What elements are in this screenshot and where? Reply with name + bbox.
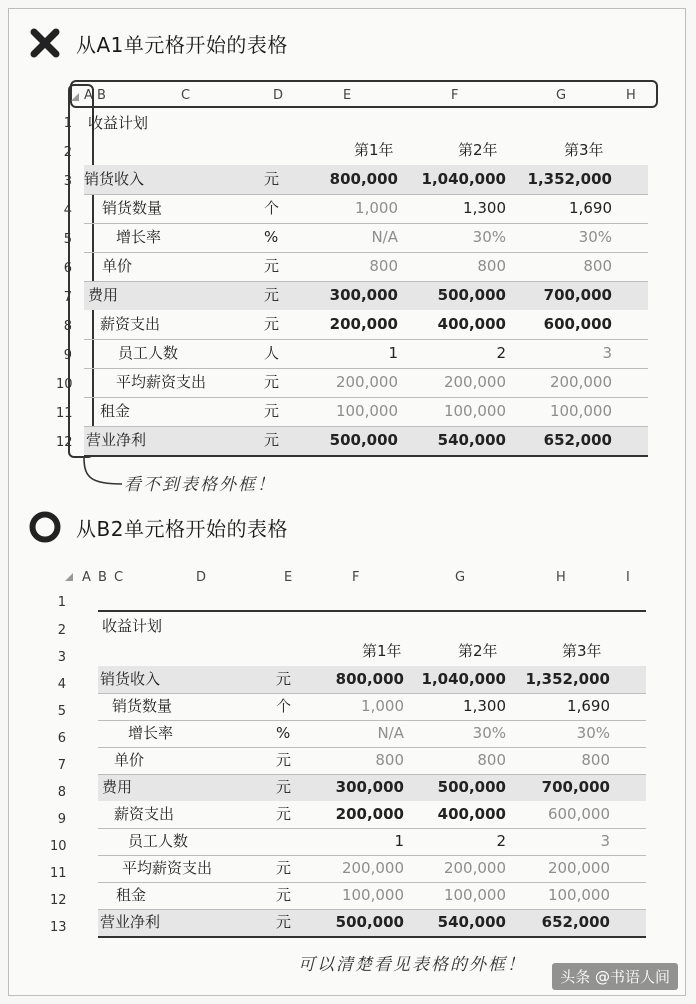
row-unit: 元	[264, 315, 280, 333]
row-number[interactable]: 2	[57, 623, 66, 638]
row-unit: 元	[264, 286, 280, 304]
year-header: 第1年	[354, 141, 394, 159]
cell: 652,000	[541, 913, 610, 931]
cell: 30%	[578, 228, 612, 246]
cell: 500,000	[329, 431, 398, 449]
cell: 100,000	[443, 402, 506, 420]
year-header: 第3年	[564, 141, 604, 159]
cell: 400,000	[437, 805, 506, 823]
table-title-row	[84, 109, 654, 138]
row-unit: 元	[276, 859, 292, 877]
row-number[interactable]: 1	[63, 116, 72, 131]
circle-icon	[28, 510, 62, 544]
row-number[interactable]: 3	[57, 650, 66, 665]
row-label: 租金	[116, 886, 147, 904]
cell: 800	[477, 257, 506, 275]
col-header[interactable]: G	[556, 88, 567, 103]
table-row	[84, 165, 648, 194]
cell: 200,000	[549, 373, 612, 391]
year-header: 第2年	[458, 642, 498, 660]
col-header[interactable]: F	[352, 570, 360, 585]
col-header[interactable]: E	[284, 570, 293, 585]
top-note: 看不到表格外框！	[124, 475, 276, 495]
row-number[interactable]: 6	[63, 261, 72, 276]
cell: 200,000	[329, 315, 398, 333]
table-row	[84, 223, 648, 252]
row-number[interactable]: 5	[63, 232, 72, 247]
row-unit: 元	[276, 751, 292, 769]
bottom-section-header	[28, 510, 288, 544]
cell: 200,000	[443, 373, 506, 391]
cell: 200,000	[341, 859, 404, 877]
row-divider	[84, 368, 648, 369]
row-label: 单价	[102, 257, 133, 275]
bottom-note: 可以清楚看见表格的外框！	[298, 955, 526, 975]
table-row	[84, 194, 648, 223]
cell: 3	[600, 832, 610, 850]
cell: 800	[375, 751, 404, 769]
cell: 652,000	[543, 431, 612, 449]
year-header-row	[98, 637, 646, 666]
row-number[interactable]: 3	[63, 174, 72, 189]
table-row	[98, 666, 646, 693]
table-row	[98, 720, 646, 747]
col-header[interactable]: B	[97, 88, 106, 103]
top-column-headers	[0, 88, 696, 106]
cell: 1,352,000	[527, 170, 612, 188]
row-unit: 元	[264, 257, 280, 275]
row-number[interactable]: 1	[57, 595, 66, 610]
row-number[interactable]: 13	[50, 920, 67, 935]
row-divider	[84, 339, 648, 340]
year-header-row	[84, 136, 654, 165]
row-label: 员工人数	[118, 344, 179, 362]
row-divider	[84, 426, 648, 427]
row-label: 薪资支出	[100, 315, 161, 333]
row-divider	[98, 828, 646, 829]
cell: 800,000	[335, 670, 404, 688]
table-row	[84, 368, 648, 397]
table-row	[98, 747, 646, 774]
table-row	[98, 828, 646, 855]
cell: 600,000	[547, 805, 610, 823]
col-header[interactable]: E	[343, 88, 352, 103]
row-number[interactable]: 11	[50, 866, 67, 881]
cell: 700,000	[541, 778, 610, 796]
row-unit: 个	[264, 199, 280, 217]
row-unit: 元	[276, 670, 292, 688]
cell: 300,000	[329, 286, 398, 304]
row-label: 增长率	[116, 228, 162, 246]
row-label: 销货收入	[84, 170, 145, 188]
col-header[interactable]: H	[626, 88, 636, 103]
table-bottom-border	[98, 936, 646, 938]
table-row	[98, 882, 646, 909]
row-number[interactable]: 4	[57, 677, 66, 692]
col-header[interactable]: A	[84, 88, 93, 103]
row-unit: 元	[276, 913, 292, 931]
row-number[interactable]: 6	[57, 731, 66, 746]
cell: 1,000	[355, 199, 398, 217]
table-title: 收益计划	[88, 114, 149, 132]
row-label: 单价	[114, 751, 145, 769]
row-unit: %	[264, 228, 279, 246]
row-divider	[98, 855, 646, 856]
row-number[interactable]: 8	[57, 785, 66, 800]
row-number[interactable]: 7	[63, 290, 72, 305]
row-unit: 元	[276, 886, 292, 904]
row-number[interactable]: 10	[50, 839, 67, 854]
col-header[interactable]: C	[114, 570, 124, 585]
row-number[interactable]: 12	[56, 435, 73, 450]
table-row	[84, 426, 648, 455]
cell: 700,000	[543, 286, 612, 304]
row-unit: 元	[264, 373, 280, 391]
row-divider	[84, 281, 648, 282]
cell: 500,000	[437, 286, 506, 304]
row-label: 员工人数	[128, 832, 189, 850]
col-header[interactable]: H	[556, 570, 566, 585]
cell: 800	[477, 751, 506, 769]
row-number[interactable]: 2	[63, 145, 72, 160]
year-header: 第1年	[362, 642, 402, 660]
watermark: 头条 @书语人间	[552, 963, 678, 990]
row-divider	[98, 774, 646, 775]
cell: 1,300	[463, 697, 506, 715]
cell: 600,000	[543, 315, 612, 333]
row-number[interactable]: 10	[56, 377, 73, 392]
cell: 100,000	[547, 886, 610, 904]
cell: 800	[369, 257, 398, 275]
cell: 1	[388, 344, 398, 362]
bottom-column-headers	[0, 570, 696, 588]
row-label: 平均薪资支出	[116, 373, 207, 391]
cell: 800	[583, 257, 612, 275]
row-number[interactable]: 7	[57, 758, 66, 773]
row-divider	[98, 693, 646, 694]
row-number[interactable]: 11	[56, 406, 73, 421]
top-section-header	[28, 26, 288, 60]
top-heading: 从A1单元格开始的表格	[76, 32, 288, 57]
cell: 200,000	[335, 805, 404, 823]
col-header[interactable]: G	[455, 570, 466, 585]
col-header[interactable]: B	[98, 570, 107, 585]
row-divider	[98, 882, 646, 883]
cell: 500,000	[335, 913, 404, 931]
col-header[interactable]: I	[626, 570, 630, 585]
year-header: 第3年	[562, 642, 602, 660]
table-row	[84, 339, 648, 368]
row-divider	[84, 397, 648, 398]
table-row	[98, 693, 646, 720]
row-divider	[98, 909, 646, 910]
row-unit: 元	[276, 805, 292, 823]
col-header[interactable]: D	[273, 88, 284, 103]
row-divider	[84, 252, 648, 253]
col-header[interactable]: F	[451, 88, 459, 103]
row-divider	[84, 194, 648, 195]
cell: N/A	[371, 228, 398, 246]
table-row	[84, 252, 648, 281]
row-label: 营业净利	[100, 913, 161, 931]
row-number[interactable]: 4	[63, 203, 72, 218]
row-divider	[98, 720, 646, 721]
row-number[interactable]: 12	[50, 893, 67, 908]
table-row	[98, 774, 646, 801]
row-label: 销货收入	[100, 670, 161, 688]
cell: 2	[496, 832, 506, 850]
row-unit: %	[276, 724, 291, 742]
row-divider	[98, 747, 646, 748]
cell: 100,000	[443, 886, 506, 904]
cell: 300,000	[335, 778, 404, 796]
row-label: 增长率	[128, 724, 174, 742]
cell: 200,000	[547, 859, 610, 877]
row-label: 销货数量	[102, 199, 163, 217]
cell: 1,690	[569, 199, 612, 217]
bottom-heading: 从B2单元格开始的表格	[76, 516, 288, 541]
cell: 200,000	[335, 373, 398, 391]
cell: 100,000	[335, 402, 398, 420]
row-unit: 元	[264, 431, 280, 449]
table-row	[84, 310, 648, 339]
row-label: 薪资支出	[114, 805, 175, 823]
cell: 3	[602, 344, 612, 362]
cell: 1	[394, 832, 404, 850]
table-title: 收益计划	[102, 617, 163, 635]
cross-icon	[28, 26, 62, 60]
cell: 1,300	[463, 199, 506, 217]
cell: 30%	[472, 724, 506, 742]
pointer-curve	[76, 456, 126, 490]
row-label: 费用	[88, 286, 119, 304]
cell: N/A	[377, 724, 404, 742]
col-header[interactable]: D	[196, 570, 207, 585]
cell: 1,352,000	[525, 670, 610, 688]
row-unit: 元	[264, 170, 280, 188]
row-divider	[84, 223, 648, 224]
cell: 1,690	[567, 697, 610, 715]
cell: 1,040,000	[421, 170, 506, 188]
row-number[interactable]: 9	[63, 348, 72, 363]
row-label: 租金	[100, 402, 131, 420]
cell: 1,040,000	[421, 670, 506, 688]
cell: 30%	[472, 228, 506, 246]
cell: 2	[496, 344, 506, 362]
row-unit: 个	[276, 697, 292, 715]
cell: 400,000	[437, 315, 506, 333]
cell: 800	[581, 751, 610, 769]
cell: 30%	[576, 724, 610, 742]
cell: 540,000	[437, 431, 506, 449]
col-header[interactable]: A	[82, 570, 91, 585]
row-unit: 元	[276, 778, 292, 796]
row-label: 销货数量	[112, 697, 173, 715]
row-number[interactable]: 9	[57, 812, 66, 827]
row-label: 营业净利	[86, 431, 147, 449]
table-row	[84, 281, 648, 310]
row-unit: 元	[264, 402, 280, 420]
table-row	[98, 909, 646, 936]
row-number[interactable]: 5	[57, 704, 66, 719]
table-row	[98, 855, 646, 882]
cell: 200,000	[443, 859, 506, 877]
cell: 100,000	[341, 886, 404, 904]
cell: 540,000	[437, 913, 506, 931]
cell: 800,000	[329, 170, 398, 188]
row-unit: 人	[264, 344, 280, 362]
row-number[interactable]: 8	[63, 319, 72, 334]
row-label: 平均薪资支出	[122, 859, 213, 877]
col-header[interactable]: C	[181, 88, 191, 103]
row-label: 费用	[102, 778, 133, 796]
cell: 1,000	[361, 697, 404, 715]
cell: 500,000	[437, 778, 506, 796]
table-row	[84, 397, 648, 426]
year-header: 第2年	[458, 141, 498, 159]
table-bottom-border	[84, 455, 648, 457]
table-row	[98, 801, 646, 828]
cell: 100,000	[549, 402, 612, 420]
